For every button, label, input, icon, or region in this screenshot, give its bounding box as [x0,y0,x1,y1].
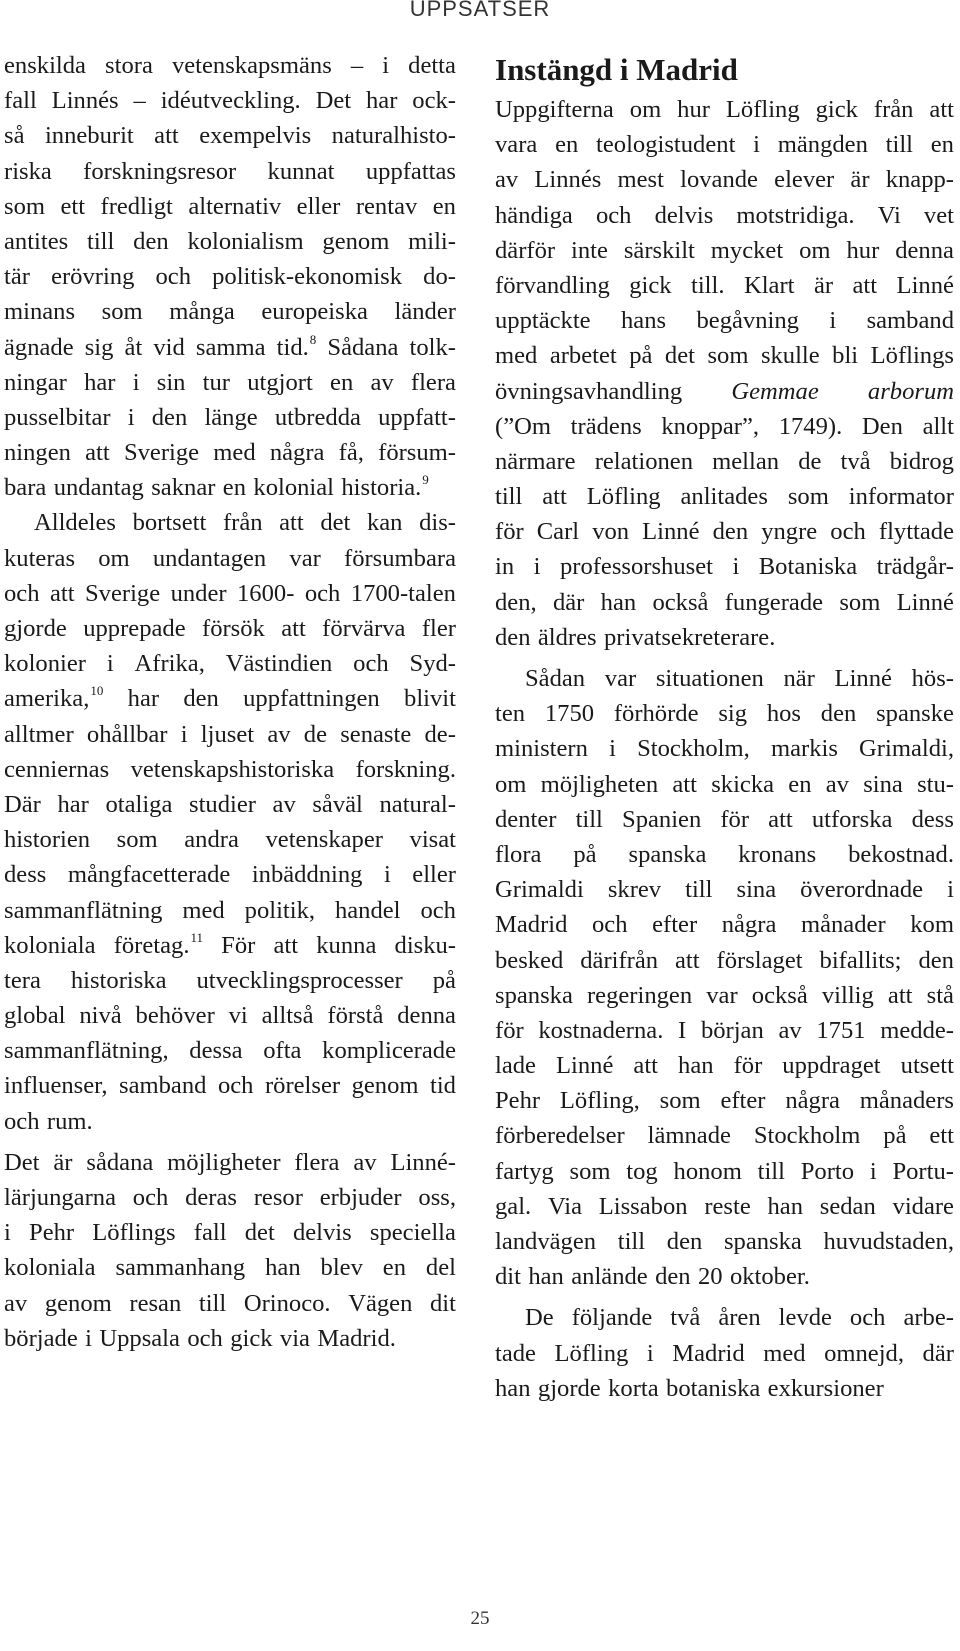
text-line: kuteras om undantagen var försumbara [4,544,456,572]
text-line: övningsavhandling Gemmae arborum [495,377,954,405]
text-line: spanska regeringen var också villig att stå [495,981,954,1009]
text-line: historien som andra vetenskaper visat [4,826,456,854]
page-number: 25 [470,1608,490,1629]
text-line: för kostnaderna. I början av 1751 medde- [495,1016,954,1044]
text-line: Sådan var situationen när Linné hös- [525,665,954,692]
right-column-body [495,92,954,1406]
paragraph [4,1145,456,1356]
text-line: den, där han också fungerade som Linné [495,588,954,616]
text-line: började i Uppsala och gick via Madrid. [4,1324,396,1352]
text-line: landvägen till den spanska huvudstaden, [495,1228,954,1255]
text-line: vara en teologistudent i mängden till en [495,131,954,159]
text-line: (”Om trädens knoppar”, 1749). Den allt [495,412,954,440]
section-heading: Instängd i Madrid [495,52,738,87]
text-line: och att Sverige under 1600- och 1700-talen [4,579,456,607]
text-line: förberedelser lämnade Stockholm på ett [495,1122,954,1150]
text-line: besked därifrån att förslaget bifallits; den [495,946,954,974]
text-line: ministern i Stockholm, markis Grimaldi, [495,735,954,763]
text-line: händiga och delvis motstridiga. Vi vet [495,201,954,229]
text-line: denter till Spanien för att utforska dess [495,805,954,833]
text-line: närmare relationen mellan de två bidrog [495,447,954,475]
text-line: in i professorshuset i Botaniska trädgår- [495,553,954,581]
text-line: gjorde upprepade försök att förvärva fler [4,615,456,642]
text-line: till att Löfling anlitades som informator [495,483,954,511]
text-line: Pehr Löfling, som efter några månaders [495,1087,954,1115]
paragraph [495,92,954,655]
text-line: influenser, samband och rörelser genom tid [4,1072,456,1100]
text-line: ten 1750 förhörde sig hos den spanske [495,700,954,728]
text-line: sammanflätning, dessa ofta komplicerade [4,1037,456,1065]
paragraph [495,661,954,1294]
text-line: förvandling gick till. Klart är att Linné [495,271,954,299]
text-line: om möjligheten att skicka en av sina stu- [495,770,954,798]
text-line: Det är sådana möjligheter flera av Linné- [4,1148,456,1176]
text-line: riska forskningsresor kunnat uppfattas [4,157,456,185]
text-line: upptäckte hans begåvning i samband [495,307,954,335]
text-line: dess mångfacetterade inbäddning i eller [4,861,456,889]
text-line: så inneburit att exempelvis naturalhisto- [4,122,456,150]
text-line: ningar har i sin tur utgjort en av flera [4,368,456,396]
text-line: koloniala sammanhang han blev en del [4,1254,456,1282]
text-line: ägnade sig åt vid samma tid.$^8$ Sådana tolk- [4,331,456,361]
text-line: Alldeles bortsett från att det kan dis- [34,509,456,537]
text-line: den äldres privatsekreterare. [495,623,776,651]
text-line: global nivå behöver vi alltså förstå denna [4,1002,456,1030]
text-line: fall Linnés – idéutveckling. Det har ock- [4,87,456,115]
text-line: pusselbitar i den länge utbredda uppfatt- [4,403,456,431]
text-line: som ett fredligt alternativ eller rentav en [4,192,456,220]
left-column [4,48,456,1356]
text-line: lärjungarna och deras resor erbjuder oss, [4,1184,456,1211]
text-line: gal. Via Lissabon reste han sedan vidare [495,1192,954,1220]
text-line: alltmer ohållbar i ljuset av de senaste de- [4,720,456,748]
text-line: tade Löfling i Madrid med omnejd, där [495,1339,954,1367]
running-header: UPPSATSER [409,0,551,21]
text-line: av Linnés mest lovande elever är knapp- [495,166,954,194]
text-line: av genom resan till Orinoco. Vägen dit [4,1289,456,1317]
text-line: och rum. [4,1107,93,1135]
text-line: Madrid och efter några månader kom [495,911,954,939]
text-line: fartyg som tog honom till Porto i Portu- [495,1157,954,1185]
text-line: Där har otaliga studier av såväl natural- [4,790,456,818]
text-line: Grimaldi skrev till sina överordnade i [495,876,954,904]
text-line: för Carl von Linné den yngre och flyttade [495,518,954,546]
text-line: lade Linné att han för uppdraget utsett [495,1052,954,1080]
text-line: i Pehr Löflings fall det delvis speciella [4,1219,456,1247]
text-line: ningen att Sverige med några få, försum- [4,439,456,467]
text-line: De följande två åren levde och arbe- [525,1304,954,1332]
text-line: enskilda stora vetenskapsmäns – i detta [4,52,456,79]
text-line: han gjorde korta botaniska exkursioner [495,1374,884,1402]
text-line: bara undantag saknar en kolonial historia.$^9$ [4,472,429,502]
text-line: amerika,$^{10}$ har den uppfattningen blivit [4,683,456,713]
text-line: därför inte särskilt mycket om hur denna [495,236,954,264]
text-line: cenniernas vetenskapshistoriska forskning. [4,755,456,783]
text-line: dit han anlände den 20 oktober. [495,1263,810,1291]
right-column [495,50,954,1406]
text-line: tera historiska utvecklingsprocesser på [4,966,456,994]
text-line: sammanflätning med politik, handel och [4,896,456,924]
paragraph [4,48,456,505]
paragraph [4,505,456,1138]
text-line: flora på spanska kronans bekostnad. [495,840,954,868]
text-line: Uppgifterna om hur Löfling gick från att [495,96,954,123]
text-line: minans som många europeiska länder [4,298,456,326]
text-line: koloniala företag.$^{11}$ För att kunna disku- [4,929,456,959]
text-line: antites till den kolonialism genom mili- [4,227,456,255]
text-line: tär erövring och politisk-ekonomisk do- [4,263,456,291]
text-line: kolonier i Afrika, Västindien och Syd- [4,650,456,678]
paragraph [495,1300,954,1406]
text-line: med arbetet på det som skulle bli Löflings [495,342,954,370]
